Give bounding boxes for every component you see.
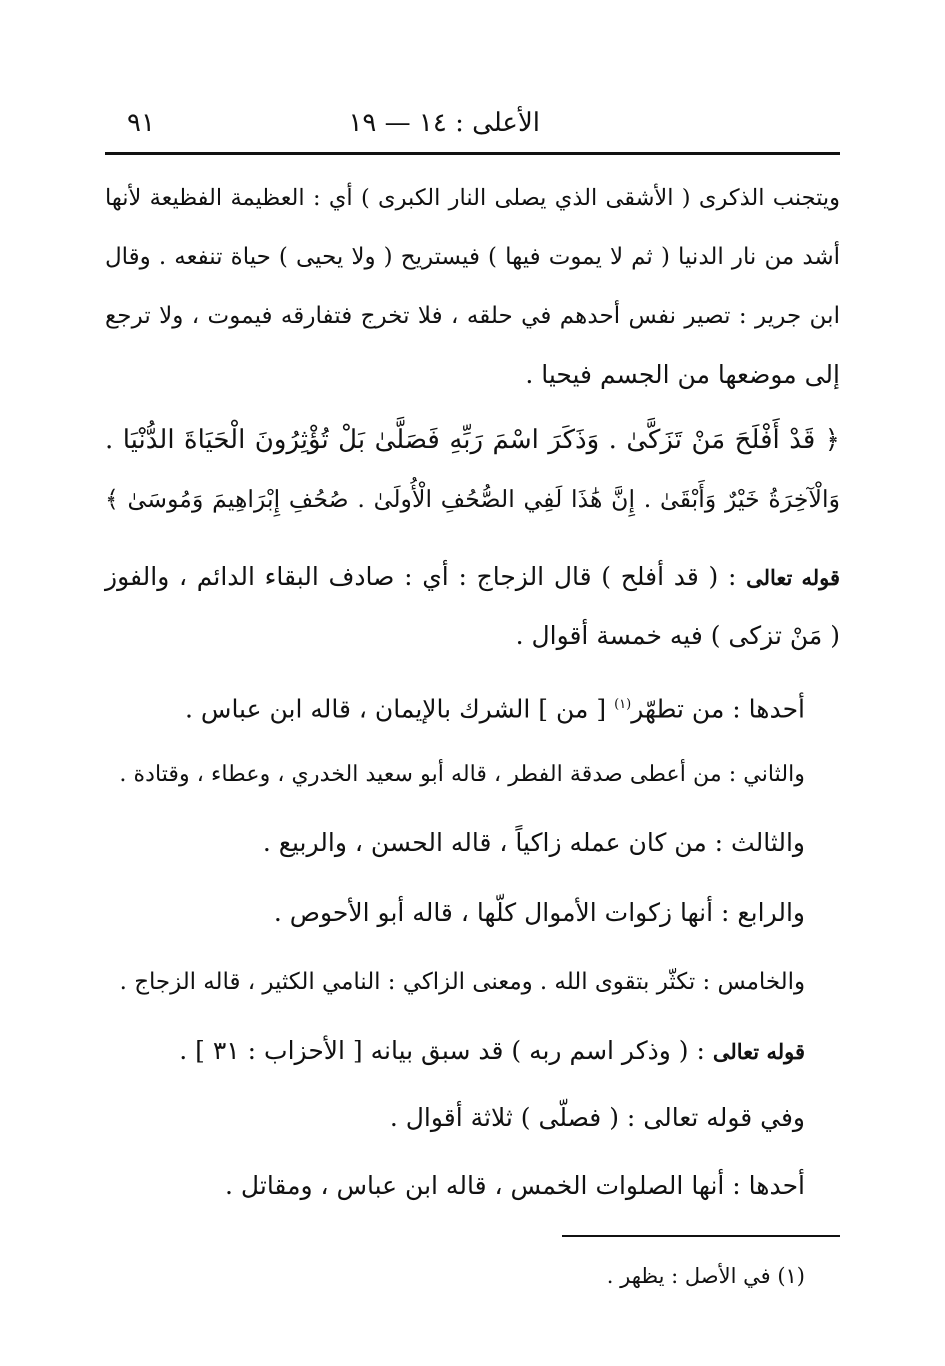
body-line: ابن جرير : تصير نفس أحدهم في حلقه ، فلا تخرج فتفارقه فيموت ، ولا ترجع bbox=[105, 303, 840, 329]
opinion-item: والخامس : تكثّر بتقوى الله . ومعنى الزاكي : النامي الكثير ، قاله الزجاج . bbox=[119, 969, 805, 995]
commentary-lead: قوله تعالى bbox=[712, 1039, 805, 1064]
commentary-line: ( مَنْ تزكى ) فيه خمسة أقوال . bbox=[515, 621, 840, 650]
commentary-lead: قوله تعالى bbox=[746, 565, 840, 590]
commentary-line bbox=[179, 1031, 805, 1072]
opinion-text: [ من ] الشرك بالإيمان ، قاله ابن عباس . bbox=[185, 694, 607, 724]
header-rule bbox=[105, 152, 840, 155]
commentary-text: : ( وذكر اسم ربه ) قد سبق بيانه [ الأحزاب : ٣١ ] . bbox=[179, 1036, 705, 1065]
page-header bbox=[105, 108, 840, 148]
verse-line: وَالْآخِرَةُ خَيْرٌ وَأَبْقَىٰ . إِنَّ هَٰذَا لَفِي الصُّحُفِ الْأُولَىٰ . صُحُفِ إِبْرَاهِيمَ وَمُوسَىٰ ﴾ bbox=[105, 485, 840, 513]
commentary-line bbox=[105, 557, 840, 598]
opinion-item bbox=[185, 685, 805, 729]
opinion-item: والثالث : من كان عمله زاكياً ، قاله الحسن ، والربيع . bbox=[262, 828, 805, 857]
footnote-rule bbox=[562, 1235, 840, 1237]
verse-line: ﴿ قَدْ أَفْلَحَ مَنْ تَزَكَّىٰ . وَذَكَرَ اسْمَ رَبِّهِ فَصَلَّىٰ بَلْ تُؤْثِرُونَ الْحَيَاةَ الدُّنْيَا . bbox=[105, 425, 840, 455]
opinion-item: والرابع : أنها زكوات الأموال كلّها ، قاله أبو الأحوص . bbox=[273, 898, 805, 927]
opinion-item: والثاني : من أعطى صدقة الفطر ، قاله أبو سعيد الخدري ، وعطاء ، وقتادة . bbox=[119, 761, 805, 787]
body-line: ويتجنب الذكرى ( الأشقى الذي يصلى النار الكبرى ) أي : العظيمة الفظيعة لأنها bbox=[105, 185, 840, 211]
footnote: (١) في الأصل : يظهر . bbox=[606, 1264, 805, 1288]
footnote-marker: (١) bbox=[614, 697, 632, 712]
page-number: ٩١ bbox=[127, 108, 155, 138]
opinion-text: أحدها : من تطهّر bbox=[631, 694, 805, 724]
commentary-text: : ( قد أفلح ) قال الزجاج : أي : صادف البقاء الدائم ، والفوز bbox=[105, 562, 737, 591]
running-title: الأعلى : ١٤ — ١٩ bbox=[348, 108, 540, 138]
body-line: إلى موضعها من الجسم فيحيا . bbox=[525, 360, 840, 389]
commentary-line: وفي قوله تعالى : ( فصلّى ) ثلاثة أقوال . bbox=[389, 1103, 805, 1132]
body-line: أشد من نار الدنيا ( ثم لا يموت فيها ) فيستريح ( ولا يحيى ) حياة تنفعه . وقال bbox=[105, 244, 840, 270]
opinion-item: أحدها : أنها الصلوات الخمس ، قاله ابن عباس ، ومقاتل . bbox=[225, 1171, 805, 1200]
